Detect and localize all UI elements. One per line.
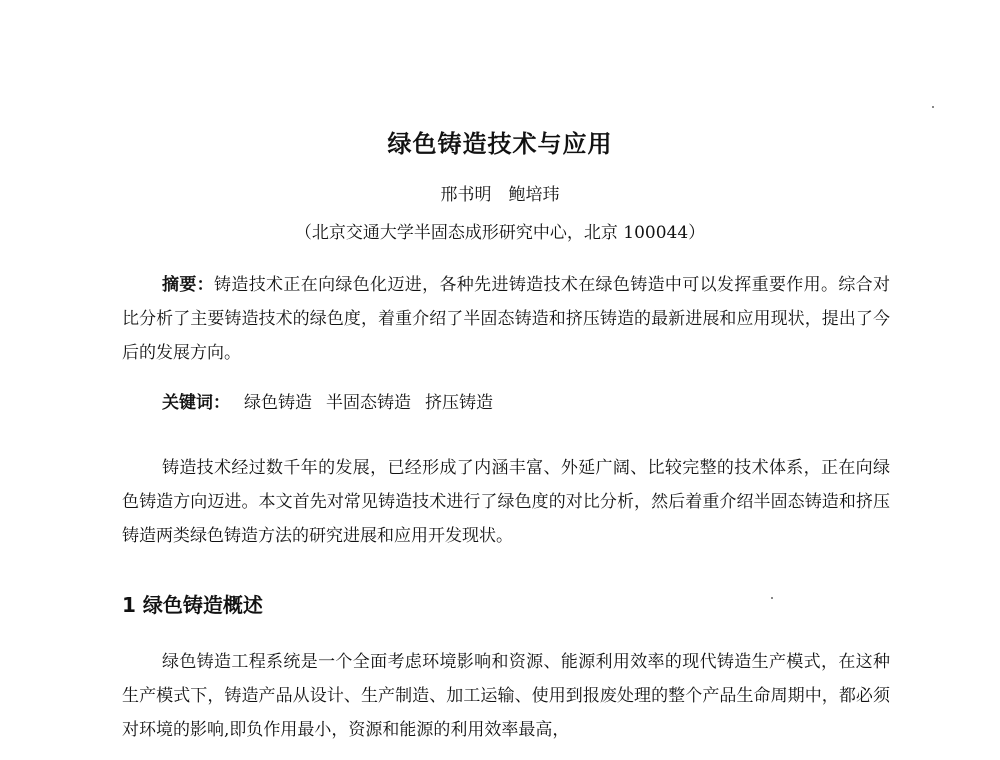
paper-authors: 邢书明 鲍培玮: [440, 185, 560, 205]
abstract-paragraph: [122, 268, 890, 370]
keyword-item: 挤压铸造: [425, 393, 493, 413]
keyword-item: 绿色铸造: [244, 393, 312, 413]
intro-paragraph: 铸造技术经过数千年的发展，已经形成了内涵丰富、外延广阔、比较完整的技术体系，正在向绿色铸造方向迈进。本文首先对常见铸造技术进行了绿色度的对比分析，然后着重介绍半固态铸造和挤压铸造两类绿色铸造方法的研究进展和应用开发现状。: [122, 458, 890, 546]
section-heading: [122, 590, 822, 620]
abstract-text: 铸造技术正在向绿色化迈进，各种先进铸造技术在绿色铸造中可以发挥重要作用。综合对比分析了主要铸造技术的绿色度，着重介绍了半固态铸造和挤压铸造的最新进展和应用现状，提出了今后的发展方向。: [122, 275, 891, 363]
abstract-label: 摘要：: [162, 275, 215, 295]
scan-speck: [771, 597, 773, 599]
keywords-line: [162, 386, 862, 420]
scan-speck: [932, 106, 934, 108]
section-title: 绿色铸造概述: [142, 593, 263, 617]
section-number: 1: [122, 593, 136, 617]
paper-affiliation: （北京交通大学半固态成形研究中心，北京 100044）: [294, 223, 706, 243]
paper-title: 绿色铸造技术与应用: [387, 130, 613, 158]
section-body-paragraph: 绿色铸造工程系统是一个全面考虑环境影响和资源、能源利用效率的现代铸造生产模式，在这种生产模式下，铸造产品从设计、生产制造、加工运输、使用到报废处理的整个产品生命周期中，都必须对环境的影响,即负作用最小，资源和能源的利用效率最高，: [122, 652, 890, 740]
keyword-item: 半固态铸造: [326, 393, 411, 413]
keywords-label: 关键词：: [162, 393, 230, 413]
